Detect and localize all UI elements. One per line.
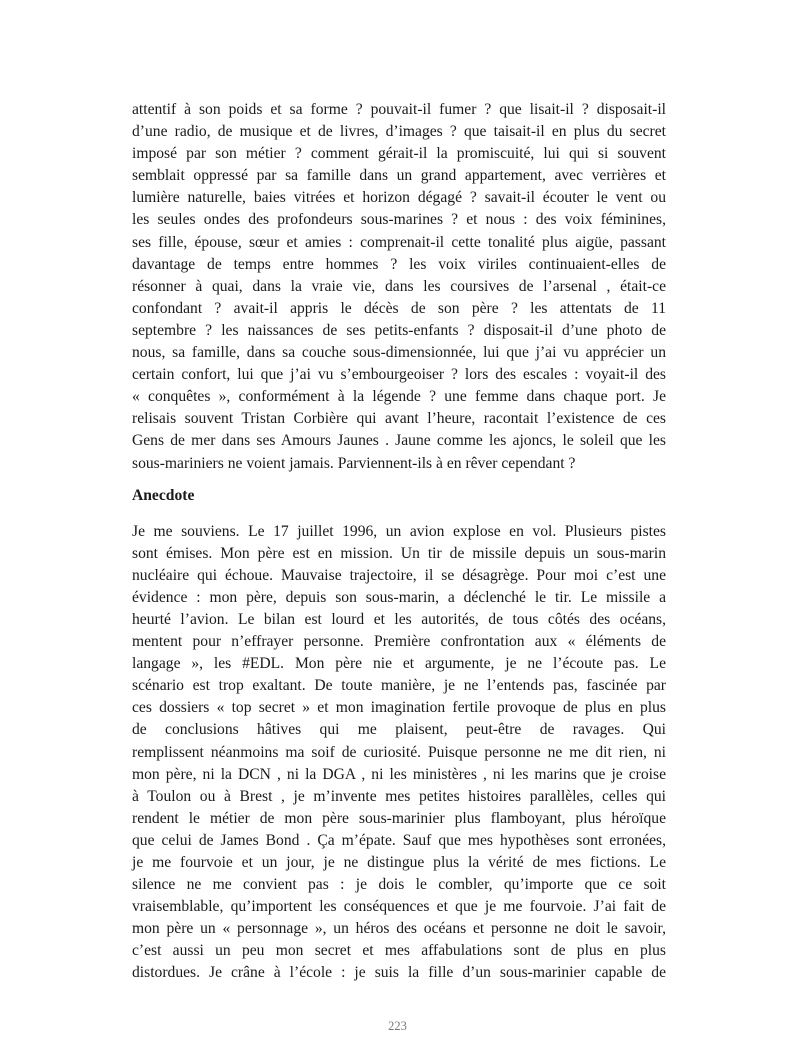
text-line: résonner à quai, dans la vraie vie, dans les coursives de l’arsenal , était-ce [132, 277, 666, 295]
text-line: scénario est trop exaltant. De toute manière, je ne l’entends pas, fascinée par [132, 677, 666, 695]
page-number: 223 [388, 1019, 407, 1033]
text-line: mon père, ni la DCN , ni la DGA , ni les ministères , ni les marins que je croise [132, 765, 666, 783]
text-line: sont émises. Mon père est en mission. Un tir de missile depuis un sous-marin [132, 544, 666, 562]
text-line: certain confort, lui que j’ai vu s’embourgeoiser ? lors des escales : voyait-il des [132, 366, 666, 384]
text-line: davantage de temps entre hommes ? les voix viriles continuaient-elles de [132, 255, 666, 273]
text-line: remplissent néanmoins ma soif de curiosité. Puisque personne ne me dit rien, ni [132, 743, 666, 761]
text-line: à Toulon ou à Brest , je m’invente mes petites histoires parallèles, celles qui [132, 787, 666, 805]
text-line: rendent le métier de mon père sous-marinier plus flamboyant, plus héroïque [132, 809, 666, 827]
text-line: relisais souvent Tristan Corbière qui avant l’heure, racontait l’existence de ces [132, 410, 666, 428]
text-line: Gens de mer dans ses Amours Jaunes . Jaune comme les ajoncs, le soleil que les [132, 432, 666, 450]
text-line: imposé par son métier ? comment gérait-il la promiscuité, lui qui si souvent [132, 145, 666, 163]
text-line: mon père un « personnage », un héros des océans et personne ne doit le savoir, [132, 920, 666, 938]
text-line: attentif à son poids et sa forme ? pouvait-il fumer ? que lisait-il ? disposait-il [132, 101, 666, 118]
text-line: lumière naturelle, baies vitrées et horizon dégagé ? savait-il écouter le vent ou [132, 189, 666, 207]
text-line: vraisemblable, qu’importent les conséquences et que je me fourvoie. J’ai fait de [132, 898, 666, 916]
text-line: septembre ? les naissances de ses petits-enfants ? disposait-il d’une photo de [132, 321, 666, 339]
text-line: sous-mariniers ne voient jamais. Parviennent-ils à en rêver cependant ? [132, 454, 576, 472]
text-line: nous, sa famille, dans sa couche sous-dimensionnée, lui que j’ai vu apprécier un [132, 344, 666, 362]
text-line: « conquêtes », conformément à la légende ? une femme dans chaque port. Je [132, 388, 666, 406]
text-line: semblait oppressé par sa famille dans un grand appartement, avec verrières et [132, 167, 666, 185]
text-line: les seules ondes des profondeurs sous-marines ? et nous : des voix féminines, [132, 211, 666, 229]
text-line: ces dossiers « top secret » et mon imagination fertile provoque de plus en plus [132, 699, 666, 717]
text-line: silence ne me convient pas : je dois le combler, qu’importe que ce soit [132, 876, 666, 894]
text-line: Je me souviens. Le 17 juillet 1996, un avion explose en vol. Plusieurs pistes [132, 522, 666, 540]
text-line: heurté l’avion. Le bilan est lourd et les autorités, de tous côtés des océans, [132, 610, 666, 628]
page-body [132, 99, 666, 985]
text-line: langage », les #EDL. Mon père nie et argumente, je ne l’écoute pas. Le [132, 655, 666, 673]
text-line: nucléaire qui échoue. Mauvaise trajectoire, il se désagrège. Pour moi c’est une [132, 566, 666, 584]
text-line: je me fourvoie et un jour, je ne distingue plus la vérité de mes fictions. Le [132, 854, 666, 871]
text-line: d’une radio, de musique et de livres, d’images ? que taisait-il en plus du secret [132, 123, 666, 141]
section-heading: Anecdote [132, 486, 195, 504]
text-line: ses fille, épouse, sœur et amies : comprenait-il cette tonalité plus aigüe, passant [132, 233, 666, 251]
text-line: évidence : mon père, depuis son sous-marin, a déclenché le tir. Le missile a [132, 588, 666, 606]
text-line: distordues. Je crâne à l’école : je suis la fille d’un sous-marinier capable de [132, 964, 666, 982]
text-line: mentent pour n’effrayer personne. Première confrontation aux « éléments de [132, 633, 666, 651]
paragraph-anecdote [132, 521, 666, 985]
text-line: confondant ? avait-il appris le décès de son père ? les attentats de 11 [132, 299, 666, 317]
paragraph-questions [132, 99, 666, 475]
text-line: que celui de James Bond . Ça m’épate. Sauf que mes hypothèses sont erronées, [132, 831, 666, 849]
text-line: de conclusions hâtives qui me plaisent, peut-être de ravages. Qui [132, 721, 666, 739]
text-line: c’est aussi un peu mon secret et mes affabulations sont de plus en plus [132, 942, 666, 960]
